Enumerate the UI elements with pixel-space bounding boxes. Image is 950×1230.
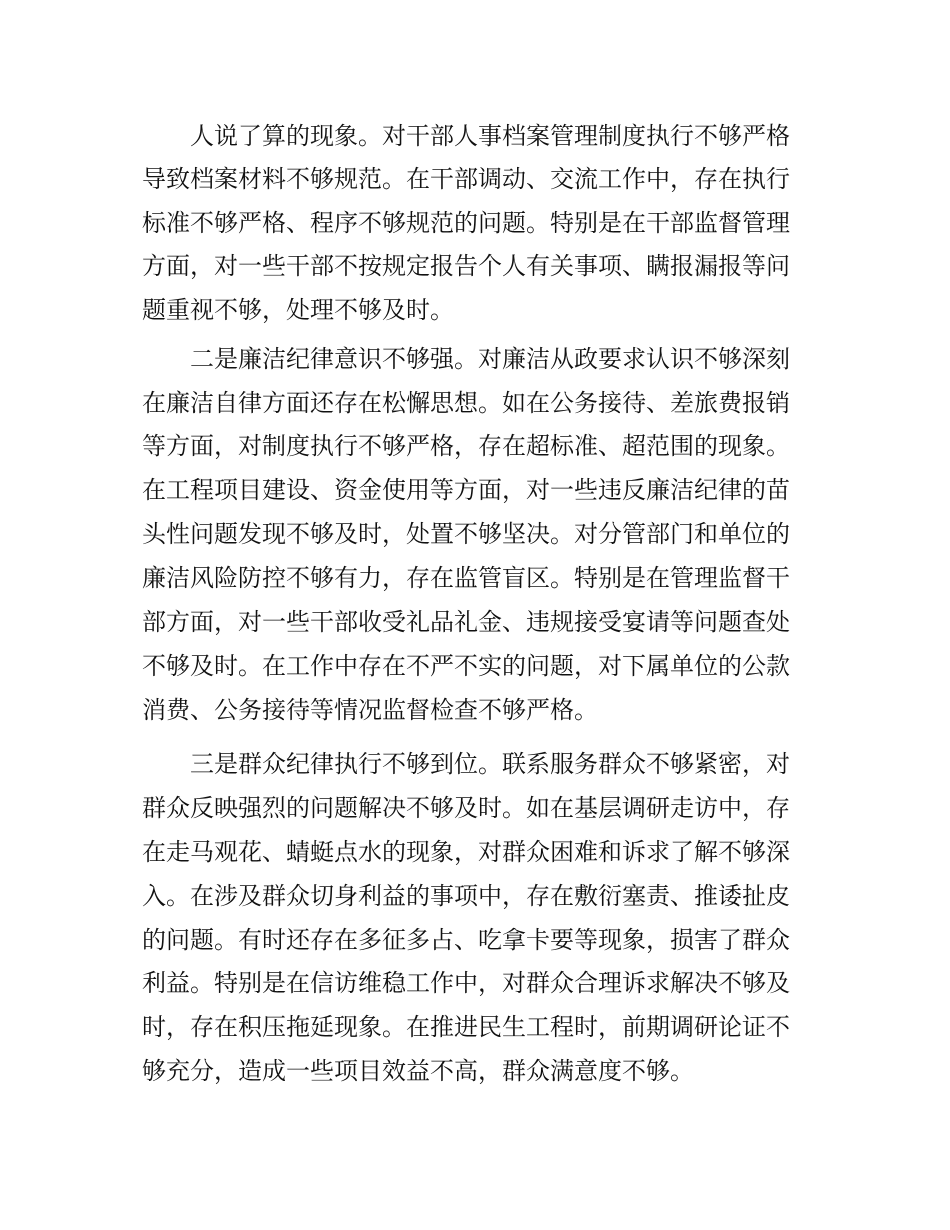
text-line: 入。在涉及群众切身利益的事项中，存在敷衍塞责、推诿扯皮 (142, 882, 790, 910)
text-line: 标准不够严格、程序不够规范的问题。特别是在干部监督管理 (142, 209, 790, 237)
text-line: 不够及时。在工作中存在不严不实的问题，对下属单位的公款 (142, 652, 790, 680)
text-line: 在走马观花、蜻蜓点水的现象，对群众困难和诉求了解不够深 (142, 838, 790, 866)
text-line: 二是廉洁纪律意识不够强。对廉洁从政要求认识不够深刻 (190, 345, 790, 373)
text-line: 群众反映强烈的问题解决不够及时。如在基层调研走访中，存 (142, 794, 790, 822)
text-line: 人说了算的现象。对干部人事档案管理制度执行不够严格 (190, 122, 790, 150)
text-line: 在廉洁自律方面还存在松懈思想。如在公务接待、差旅费报销 (142, 389, 790, 417)
text-line: 利益。特别是在信访维稳工作中，对群众合理诉求解决不够及 (142, 969, 790, 997)
text-line: 廉洁风险防控不够有力，存在监管盲区。特别是在管理监督干 (142, 564, 790, 592)
text-line: 时，存在积压拖延现象。在推进民生工程时，前期调研论证不 (142, 1013, 790, 1041)
text-line: 等方面，对制度执行不够严格，存在超标准、超范围的现象。 (142, 432, 790, 460)
text-line: 在工程项目建设、资金使用等方面，对一些违反廉洁纪律的苗 (142, 476, 790, 504)
text-line: 三是群众纪律执行不够到位。联系服务群众不够紧密，对 (190, 750, 790, 778)
text-line: 部方面，对一些干部收受礼品礼金、违规接受宴请等问题查处 (142, 608, 790, 636)
text-line: 题重视不够，处理不够及时。 (142, 296, 454, 324)
text-line: 导致档案材料不够规范。在干部调动、交流工作中，存在执行 (142, 165, 790, 193)
text-line: 头性问题发现不够及时，处置不够坚决。对分管部门和单位的 (142, 520, 790, 548)
text-line: 方面，对一些干部不按规定报告个人有关事项、瞒报漏报等问 (142, 252, 790, 280)
text-line: 的问题。有时还存在多征多占、吃拿卡要等现象，损害了群众 (142, 926, 790, 954)
text-line: 够充分，造成一些项目效益不高，群众满意度不够。 (142, 1057, 694, 1085)
text-line: 消费、公务接待等情况监督检查不够严格。 (142, 696, 598, 724)
